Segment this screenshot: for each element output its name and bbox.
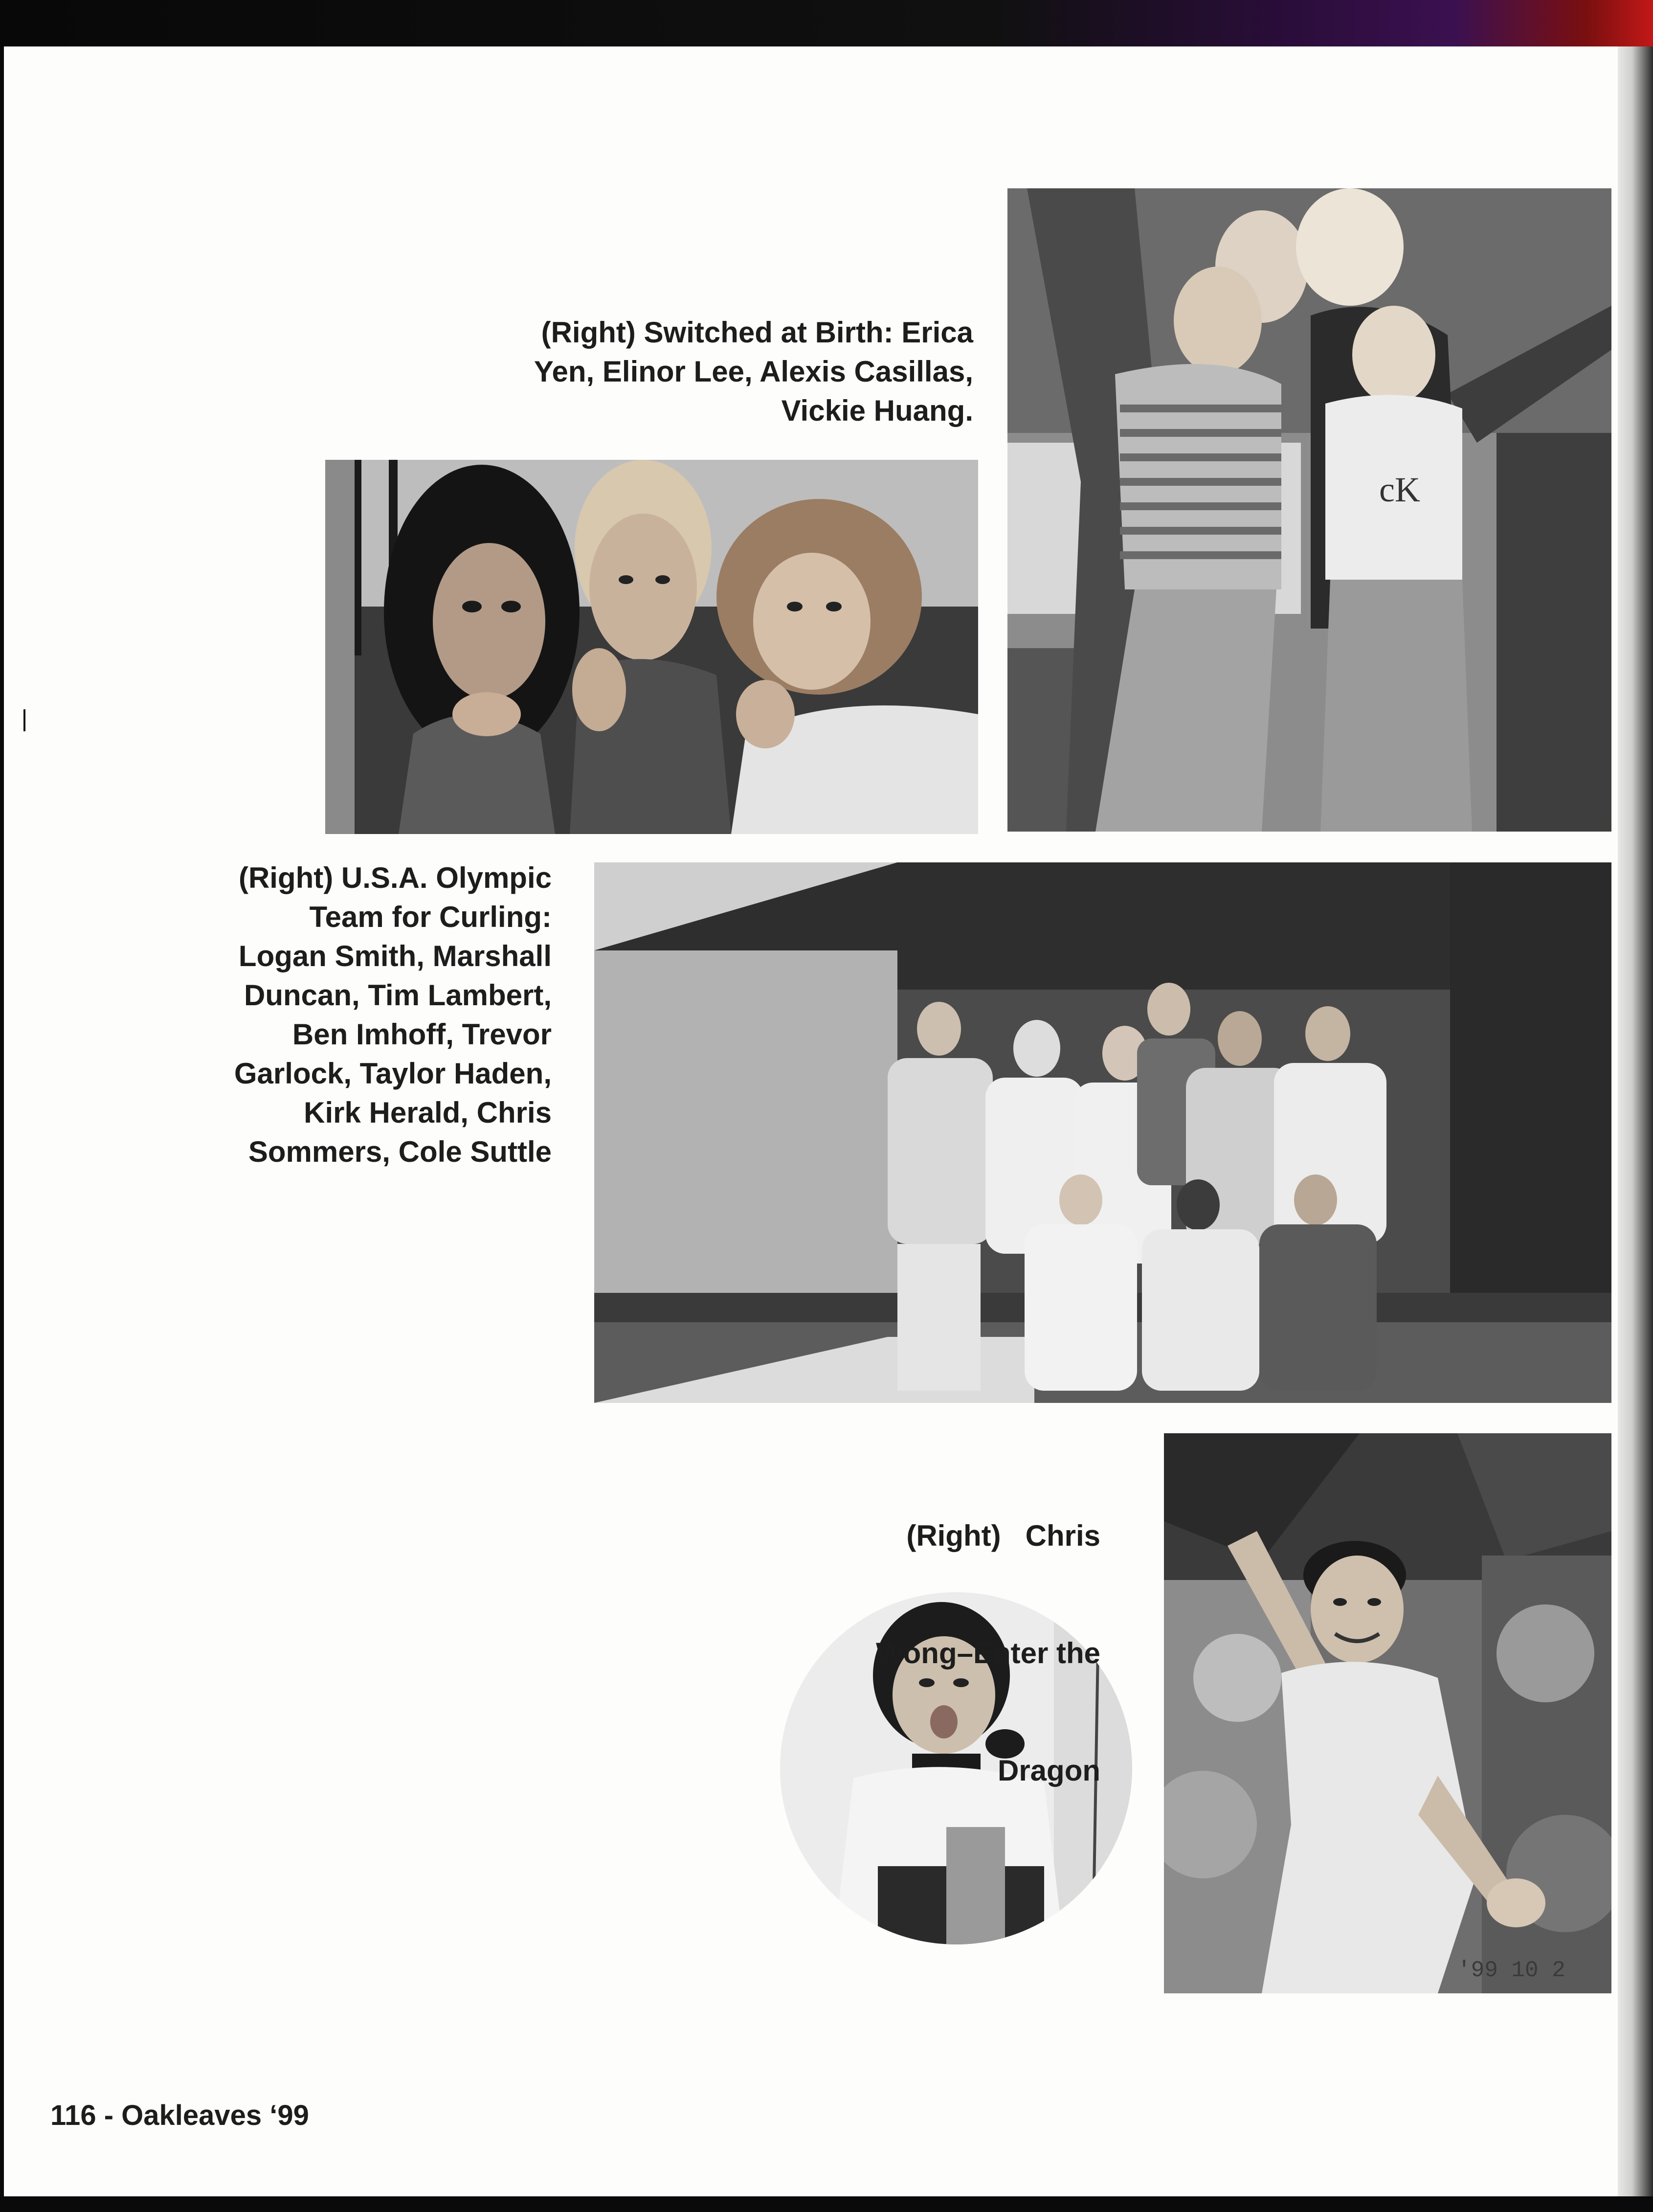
caption-chris-wong <box>807 1438 1100 1829</box>
caption-line: Logan Smith, Marshall <box>238 940 552 972</box>
photo-switched-at-birth-tree <box>1007 188 1611 832</box>
caption-line: Kirk Herald, Chris <box>304 1096 552 1129</box>
caption-line: Vickie Huang. <box>781 394 973 427</box>
photo-chris-wong-dragon <box>1164 1433 1611 1993</box>
caption-line: Sommers, Cole Suttle <box>248 1135 552 1168</box>
caption-line: Wong–Enter the <box>876 1637 1100 1670</box>
caption-line: Ben Imhoff, Trevor <box>292 1018 552 1051</box>
caption-line: Duncan, Tim Lambert, <box>244 979 552 1012</box>
caption-line: (Right) U.S.A. Olympic <box>238 861 552 894</box>
caption-line: Dragon <box>998 1754 1100 1787</box>
margin-tick-mark <box>23 709 25 731</box>
photo-date-stamp: '99 10 2 <box>1457 1958 1565 1983</box>
page-edge-shadow <box>1618 46 1653 2212</box>
caption-curling-team <box>176 858 552 1172</box>
page-number: 116 <box>50 2099 96 2131</box>
photo-curling-team-group <box>594 862 1611 1403</box>
caption-line: (Right) Chris <box>906 1519 1100 1552</box>
page-folio <box>50 2099 309 2133</box>
caption-line: Yen, Elinor Lee, Alexis Casillas, <box>534 355 973 388</box>
caption-switched-at-birth <box>440 313 973 430</box>
shirt-logo-text: cK <box>1379 470 1420 509</box>
photo-three-girls-closeup <box>325 460 978 834</box>
caption-line: Garlock, Taylor Haden, <box>234 1057 552 1090</box>
publication-name: Oakleaves ‘99 <box>121 2099 309 2131</box>
caption-line: Team for Curling: <box>309 901 552 933</box>
scan-border-bottom <box>0 2196 1653 2212</box>
scan-border-top <box>0 0 1653 46</box>
caption-line: (Right) Switched at Birth: Erica <box>541 316 973 349</box>
folio-separator: - <box>96 2099 122 2131</box>
